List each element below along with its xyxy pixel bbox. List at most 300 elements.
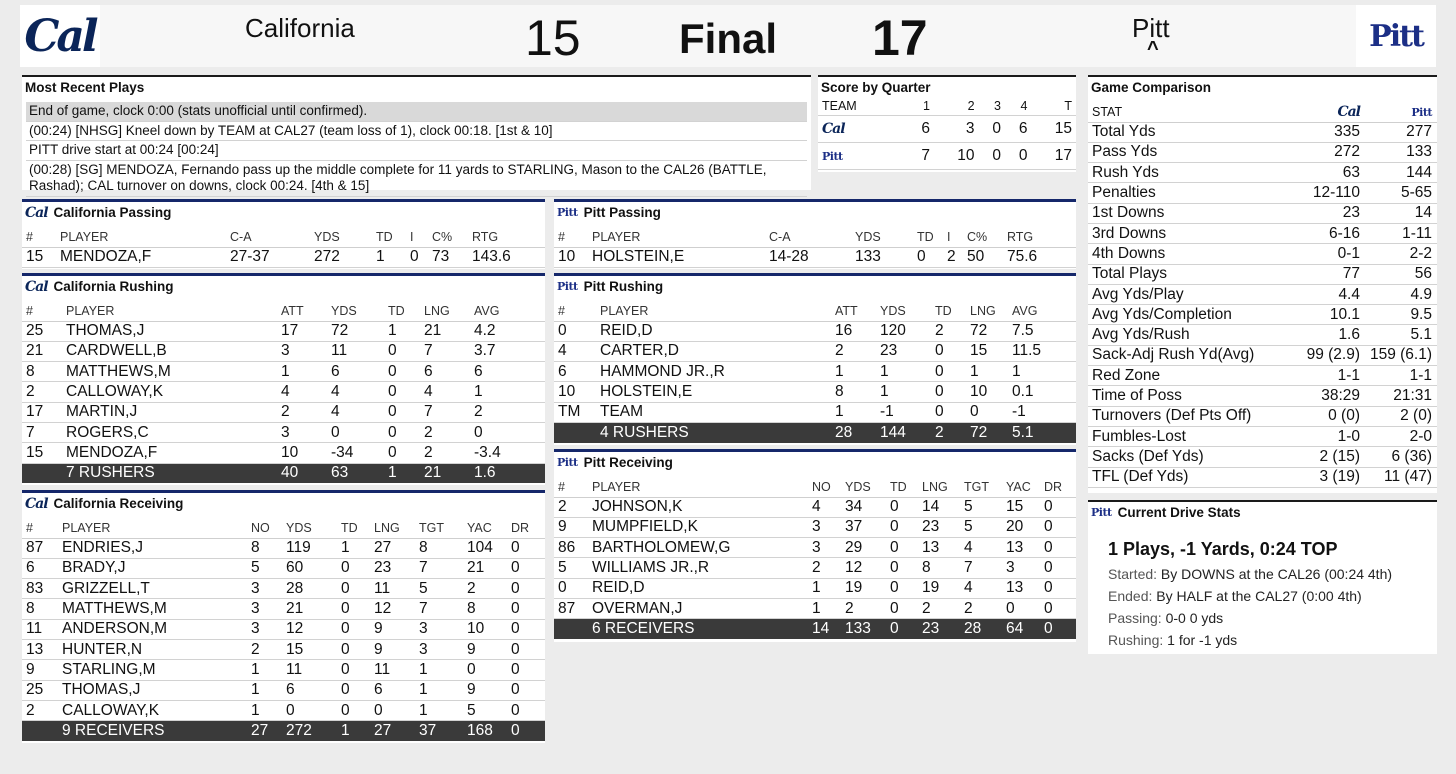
cal-stat-value: 0 (0) [1293,406,1365,426]
column-header: YDS [310,228,372,247]
stat-cell: 27-37 [226,247,310,267]
stat-cell: 1 [384,321,420,341]
stat-cell: 0 [337,599,370,619]
stat-cell: 0 [1040,517,1076,537]
stat-cell: 7 [415,599,463,619]
panel-title: Score by Quarter [821,80,931,95]
player-name[interactable]: CALLOWAY,K [62,382,277,402]
player-name[interactable]: TEAM [596,402,831,422]
total-cell: 23 [918,619,960,639]
team-cell [818,142,908,169]
panel-title [554,452,1076,473]
column-header: ATT [277,302,327,321]
player-name[interactable]: HAMMOND JR.,R [596,362,831,382]
stat-cell: 25 [22,321,62,341]
stat-cell: 72 [966,321,1008,341]
stat-name: Rush Yds [1088,163,1293,183]
possession-indicator-icon: ^ [1147,38,1159,60]
column-header: RTG [1003,228,1076,247]
cal-stat-value: 77 [1293,264,1365,284]
score-by-quarter-table [818,98,1076,170]
stat-cell: 17 [22,402,62,422]
stat-cell: 2 [918,598,960,618]
pitt-logo[interactable]: Pitt [1356,5,1436,67]
total-cell: 27 [370,721,415,741]
quarter-score: 7 [908,142,934,169]
stat-cell: 15 [282,639,337,659]
stat-cell: 6 [470,362,545,382]
stat-cell: 3 [808,538,841,558]
comparison-row [1088,203,1437,223]
player-name[interactable]: CARDWELL,B [62,341,277,361]
comparison-row [1088,142,1437,162]
stat-cell: 0 [886,598,918,618]
stat-cell: 143.6 [468,247,545,267]
stat-cell: 1 [337,538,370,558]
player-row [22,247,545,267]
stat-cell: 8 [831,382,876,402]
pitt-receiving-panel [554,449,1076,642]
pitt-icon: Pitt [557,456,578,469]
player-name[interactable]: GRIZZELL,T [58,579,247,599]
stat-cell: 6 [420,362,470,382]
comparison-row [1088,284,1437,304]
stat-cell: 19 [841,578,886,598]
stat-cell: 9 [463,680,507,700]
total-cell: 144 [876,422,931,442]
player-name[interactable]: WILLIAMS JR.,R [588,558,808,578]
drive-rushing: Rushing: 1 for -1 yds [1108,632,1238,648]
stat-cell: 0 [886,578,918,598]
player-name[interactable]: MATTHEWS,M [62,362,277,382]
column-header: LNG [370,519,415,538]
player-row [22,660,545,680]
stat-cell: 7.5 [1008,321,1076,341]
stat-cell: 29 [841,538,886,558]
stat-cell: 1 [247,680,282,700]
player-name[interactable]: REID,D [596,321,831,341]
quarter-score: 6 [1005,115,1031,142]
stat-cell: 73 [428,247,468,267]
total-cell: 28 [831,422,876,442]
stat-cell: 13 [918,538,960,558]
player-row [554,321,1076,341]
cal-stat-value: 1-0 [1293,426,1365,446]
panel-title-text: California Rushing [53,279,174,294]
total-cell: 21 [420,463,470,483]
column-header: TGT [960,478,1002,497]
player-name[interactable]: HOLSTEIN,E [588,247,765,267]
stat-cell: 10 [554,247,588,267]
stat-cell: -34 [327,443,384,463]
column-header: YDS [327,302,384,321]
player-row [22,402,545,422]
total-cell: 5.1 [1008,422,1076,442]
stat-cell: 87 [554,598,588,618]
stat-cell: 13 [22,639,58,659]
stat-cell: 12 [282,619,337,639]
stat-cell: -3.4 [470,443,545,463]
cal-stat-value: 1-1 [1293,366,1365,386]
stat-cell: 8 [22,362,62,382]
stat-cell: 0 [1040,538,1076,558]
quarter-score: 17 [1031,142,1076,169]
column-header: # [22,302,62,321]
total-cell [22,721,58,741]
stat-cell: 27 [370,538,415,558]
total-cell: 28 [960,619,1002,639]
cal-stat-value: 4.4 [1293,284,1365,304]
stat-cell: 0 [370,700,415,720]
stat-cell: 0 [337,639,370,659]
stat-cell: 0 [470,422,545,442]
player-row [554,538,1076,558]
quarter-score: 10 [934,142,979,169]
stat-cell: 2 [470,402,545,422]
stat-cell: 0 [507,700,545,720]
player-name[interactable]: JOHNSON,K [588,497,808,517]
stat-cell: 3 [415,639,463,659]
stat-cell: 0 [406,247,428,267]
player-row [22,700,545,720]
panel-title [554,202,1076,223]
comparison-row [1088,386,1437,406]
pitt-receiving-table [554,478,1076,639]
game-comparison-panel [1088,75,1437,493]
total-cell: 0 [507,721,545,741]
stat-cell: 1 [966,362,1008,382]
cal-stat-value: 2 (15) [1293,447,1365,467]
total-cell: 14 [808,619,841,639]
stat-cell: 2 [22,382,62,402]
player-row [22,619,545,639]
column-header: TD [384,302,420,321]
stat-name: Avg Yds/Rush [1088,325,1293,345]
stat-header: STAT [1088,102,1293,122]
stat-cell: -1 [876,402,931,422]
column-header: YDS [841,478,886,497]
column-header: DR [1040,478,1076,497]
stat-cell: 2 [841,598,886,618]
stat-cell: 0 [1040,598,1076,618]
stat-cell: 4 [808,497,841,517]
column-header: YAC [1002,478,1040,497]
game-status: Final [679,15,778,62]
player-name[interactable]: REID,D [588,578,808,598]
stat-name: Pass Yds [1088,142,1293,162]
quarter-score: 0 [979,115,1005,142]
column-header: TD [372,228,406,247]
stat-cell: 4 [960,538,1002,558]
cal-logo[interactable]: Cal [20,5,100,67]
quarter-header: 4 [1005,98,1031,115]
column-header: # [22,228,56,247]
player-name[interactable]: HUNTER,N [58,639,247,659]
stat-cell: 21 [22,341,62,361]
player-name[interactable]: THOMAS,J [58,680,247,700]
quarter-score: 15 [1031,115,1076,142]
stat-cell: 9 [554,517,588,537]
play-item: (00:28) [SG] MENDOZA, Fernando pass up the middle complete for 11 yards to STARLING, Mason to the CAL26 (BATTLE, Rashad); CAL turnover on downs, clock 00:24. [4th & 15] [26,161,807,197]
stat-cell: 119 [282,538,337,558]
player-name[interactable]: ENDRIES,J [58,538,247,558]
player-name[interactable]: CALLOWAY,K [58,700,247,720]
column-header: PLAYER [588,228,765,247]
total-cell: 2 [931,422,966,442]
cal-passing-panel [22,199,545,269]
comparison-row [1088,406,1437,426]
column-header: I [406,228,428,247]
stat-cell: 7 [420,341,470,361]
stat-name: Sack-Adj Rush Yd(Avg) [1088,345,1293,365]
comparison-row [1088,122,1437,142]
scoreboard-header [20,5,1436,67]
stat-cell: 10 [554,382,596,402]
quarter-header: 1 [908,98,934,115]
stat-name: Sacks (Def Yds) [1088,447,1293,467]
column-header: TD [886,478,918,497]
cal-stat-value: 1.6 [1293,325,1365,345]
stat-cell: 11.5 [1008,341,1076,361]
column-header: NO [808,478,841,497]
player-name[interactable]: BARTHOLOMEW,G [588,538,808,558]
comparison-row [1088,366,1437,386]
stat-cell: 0 [554,578,588,598]
column-header: PLAYER [596,302,831,321]
quarter-score: 6 [908,115,934,142]
stat-cell: 0 [463,660,507,680]
column-header: # [554,228,588,247]
stat-cell: 4 [277,382,327,402]
column-header: ATT [831,302,876,321]
stat-cell: 15 [22,247,56,267]
player-name[interactable]: THOMAS,J [62,321,277,341]
stat-cell: 11 [370,660,415,680]
stat-cell: 2 [463,579,507,599]
stat-cell: 13 [1002,578,1040,598]
away-score: 17 [872,10,928,66]
player-row [554,558,1076,578]
stat-cell: 3 [247,599,282,619]
stat-cell: 3 [808,517,841,537]
stat-cell: 23 [876,341,931,361]
stat-cell: 9 [370,619,415,639]
player-name[interactable]: MARTIN,J [62,402,277,422]
stat-cell: 21 [463,558,507,578]
player-name[interactable]: OVERMAN,J [588,598,808,618]
stat-cell: 0 [886,517,918,537]
stat-cell: 0 [384,422,420,442]
pitt-stat-value: 277 [1365,122,1437,142]
stat-cell: 19 [918,578,960,598]
panel-title [554,276,1076,297]
score-row [818,115,1076,142]
stat-cell: 1 [876,382,931,402]
stat-cell: 8 [415,538,463,558]
stat-cell: 1 [415,700,463,720]
pitt-stat-value: 6 (36) [1365,447,1437,467]
away-team-name[interactable]: Pitt [1132,13,1170,43]
stat-name: TFL (Def Yds) [1088,467,1293,487]
cal-stat-value: 99 (2.9) [1293,345,1365,365]
cal-column-header [1293,102,1365,122]
stat-cell: 8 [22,599,58,619]
stat-cell: 0 [282,700,337,720]
cal-stat-value: 12-110 [1293,183,1365,203]
stat-cell: 1 [470,382,545,402]
player-row [554,402,1076,422]
player-name[interactable]: ANDERSON,M [58,619,247,639]
stat-cell: 25 [22,680,58,700]
stat-cell: 5 [463,700,507,720]
stat-cell: 0 [337,700,370,720]
column-header: LNG [918,478,960,497]
stat-cell: 1 [876,362,931,382]
player-name[interactable]: BRADY,J [58,558,247,578]
play-item: End of game, clock 0:00 (stats unofficial until confirmed). [26,102,807,122]
stat-cell: 5 [960,517,1002,537]
player-name[interactable]: MATTHEWS,M [58,599,247,619]
stat-name: Red Zone [1088,366,1293,386]
total-cell [22,463,62,483]
stat-cell: 0 [337,579,370,599]
quarter-score: 0 [1005,142,1031,169]
stat-name: 3rd Downs [1088,223,1293,243]
stat-cell: -1 [1008,402,1076,422]
column-header: TGT [415,519,463,538]
stat-cell: 5 [554,558,588,578]
player-name[interactable]: MENDOZA,F [62,443,277,463]
player-row [554,341,1076,361]
comparison-row [1088,183,1437,203]
player-name[interactable]: HOLSTEIN,E [596,382,831,402]
player-name[interactable]: STARLING,M [58,660,247,680]
comparison-row [1088,467,1437,487]
stat-cell: 4 [327,382,384,402]
pitt-stat-value: 1-1 [1365,366,1437,386]
stat-cell: 2 [831,341,876,361]
stat-cell: 2 [931,321,966,341]
column-header: # [554,302,596,321]
stat-cell: 3 [247,619,282,639]
player-name[interactable]: MUMPFIELD,K [588,517,808,537]
player-row [22,538,545,558]
stat-cell: 17 [277,321,327,341]
column-header: YDS [876,302,931,321]
stat-cell: 0 [384,362,420,382]
stat-cell: 14-28 [765,247,851,267]
drive-ended: Ended: By HALF at the CAL27 (0:00 4th) [1108,588,1362,604]
home-team-name[interactable]: California [245,13,355,43]
total-cell: 272 [282,721,337,741]
stat-cell: 0 [337,558,370,578]
cal-rushing-table [22,302,545,483]
stat-cell: 0 [886,538,918,558]
stat-cell: 15 [22,443,62,463]
game-comparison-table [1088,102,1437,488]
stat-name: Avg Yds/Completion [1088,305,1293,325]
stat-cell: 0 [931,382,966,402]
stat-cell: 6 [370,680,415,700]
column-header: AVG [470,302,545,321]
total-cell: 168 [463,721,507,741]
panel-title: Game Comparison [1091,80,1212,95]
stat-cell: 15 [1002,497,1040,517]
stat-cell: 0 [337,660,370,680]
stat-cell: 0 [554,321,596,341]
player-row [554,497,1076,517]
stat-cell: 8 [463,599,507,619]
pitt-stat-value: 56 [1365,264,1437,284]
player-row [22,680,545,700]
pitt-rushing-panel [554,273,1076,445]
stat-cell: 0 [507,660,545,680]
player-name[interactable]: CARTER,D [596,341,831,361]
total-row [554,619,1076,639]
stat-cell: 3.7 [470,341,545,361]
column-header: YAC [463,519,507,538]
stat-cell: 120 [876,321,931,341]
column-header: TD [913,228,943,247]
stat-cell: 11 [327,341,384,361]
stat-cell: 2 [420,422,470,442]
stat-cell: 0 [886,558,918,578]
player-name[interactable]: ROGERS,C [62,422,277,442]
pitt-stat-value: 159 (6.1) [1365,345,1437,365]
home-score: 15 [525,10,581,66]
stat-cell: 0 [507,680,545,700]
player-row [22,639,545,659]
stat-cell: 0 [384,341,420,361]
stat-cell: 133 [851,247,913,267]
stat-cell: 34 [841,497,886,517]
stat-cell: 87 [22,538,58,558]
player-row [554,247,1076,267]
cal-icon: Cal [25,495,48,512]
pitt-icon: Pitt [557,206,578,219]
stat-cell: 23 [370,558,415,578]
player-row [22,599,545,619]
column-header: NO [247,519,282,538]
pitt-stat-value: 2 (0) [1365,406,1437,426]
pitt-rushing-table [554,302,1076,443]
stat-cell: 4.2 [470,321,545,341]
stat-cell: 2 [943,247,963,267]
column-header: LNG [966,302,1008,321]
play-item: PITT drive start at 00:24 [00:24] [26,141,807,161]
stat-cell: 8 [247,538,282,558]
cal-passing-table [22,228,545,268]
stat-cell: 3 [247,579,282,599]
stat-cell: 0 [1002,598,1040,618]
cal-stat-value: 272 [1293,142,1365,162]
player-name[interactable]: MENDOZA,F [56,247,226,267]
pitt-passing-table [554,228,1076,268]
player-row [22,422,545,442]
comparison-row [1088,305,1437,325]
stat-cell: 0 [931,362,966,382]
stat-cell: 6 [22,558,58,578]
column-header: PLAYER [56,228,226,247]
quarter-header: T [1031,98,1076,115]
total-cell: 7 RUSHERS [62,463,277,483]
stat-cell: 23 [918,517,960,537]
total-cell: 0 [1040,619,1076,639]
stat-cell: 1 [372,247,406,267]
total-cell: 37 [415,721,463,741]
cal-icon: Cal [25,278,48,295]
column-header: C% [963,228,1003,247]
